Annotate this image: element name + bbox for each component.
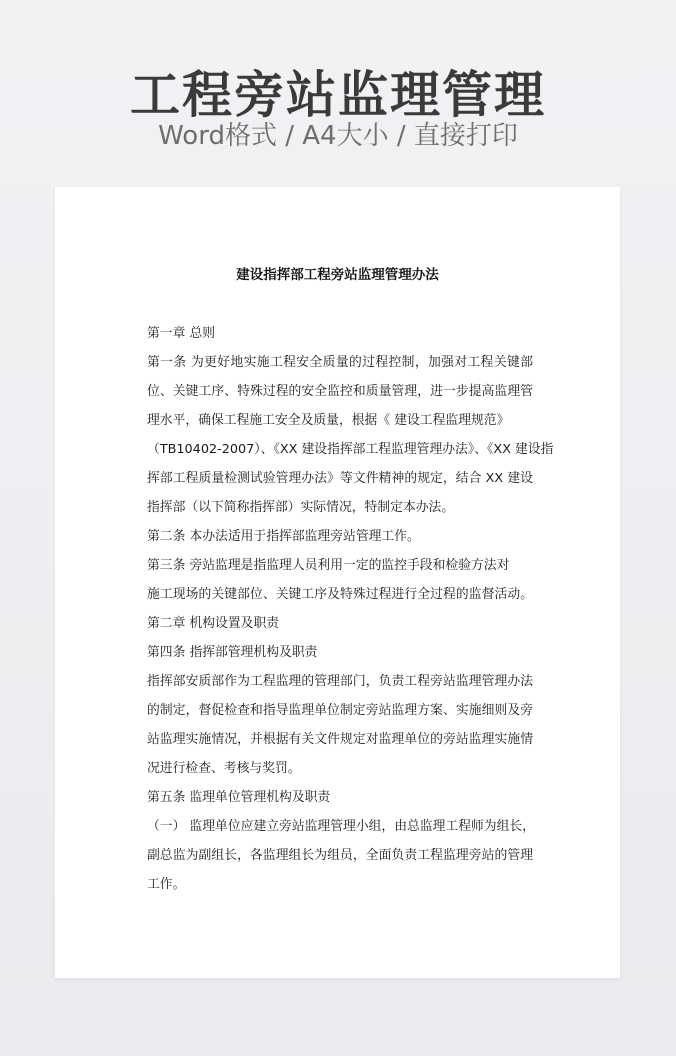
document-line: 第三条 旁站监理是指监理人员利用一定的监控手段和检验方法对 bbox=[147, 558, 510, 573]
document-line: 的制定，督促检查和指导监理单位制定旁站监理方案、实施细则及旁 bbox=[147, 703, 533, 718]
document-line: 第二条 本办法适用于指挥部监理旁站管理工作。 bbox=[147, 529, 420, 544]
document-line: 位、关键工序、特殊过程的安全监控和质量管理，进一步提高监理管 bbox=[147, 384, 533, 399]
document-line: （TB10402-2007）、《XX 建设指挥部工程监理管理办法》、《XX 建设指 bbox=[147, 442, 554, 457]
document-title: 建设指挥部工程旁站监理管理办法 bbox=[236, 267, 439, 283]
document-line: 指挥部（以下简称指挥部）实际情况，特制定本办法。 bbox=[147, 500, 455, 515]
document-line: 第二章 机构设置及职责 bbox=[147, 616, 280, 631]
document-line: 况进行检查、考核与奖罚。 bbox=[147, 761, 301, 776]
document-line: 副总监为副组长，各监理组长为组员，全面负责工程监理旁站的管理 bbox=[147, 848, 533, 863]
document-line: 第四条 指挥部管理机构及职责 bbox=[147, 645, 318, 660]
document-line: 第一条 为更好地实施工程安全质量的过程控制，加强对工程关键部 bbox=[147, 355, 533, 370]
document-body bbox=[147, 319, 554, 899]
document-line: 第五条 监理单位管理机构及职责 bbox=[147, 790, 331, 805]
banner-title: 工程旁站监理管理 bbox=[130, 66, 546, 124]
document-line: 挥部工程质量检测试验管理办法》等文件精神的规定，结合 XX 建设 bbox=[147, 471, 533, 486]
document-page bbox=[55, 187, 620, 978]
document-line: 理水平，确保工程施工安全及质量，根据《 建设工程监理规范》 bbox=[147, 413, 510, 428]
document-line: 第一章 总则 bbox=[147, 326, 216, 341]
document-line: 工作。 bbox=[147, 877, 186, 892]
document-line: 指挥部安质部作为工程监理的管理部门，负责工程旁站监理管理办法 bbox=[147, 674, 533, 689]
banner-subtitle: Word格式 / A4大小 / 直接打印 bbox=[158, 121, 518, 151]
document-line: （一） 监理单位应建立旁站监理管理小组，由总监理工程师为组长， bbox=[147, 819, 535, 834]
document-line: 施工现场的关键部位、关键工序及特殊过程进行全过程的监督活动。 bbox=[147, 587, 533, 602]
document-line: 站监理实施情况，并根据有关文件规定对监理单位的旁站监理实施情 bbox=[147, 732, 533, 747]
